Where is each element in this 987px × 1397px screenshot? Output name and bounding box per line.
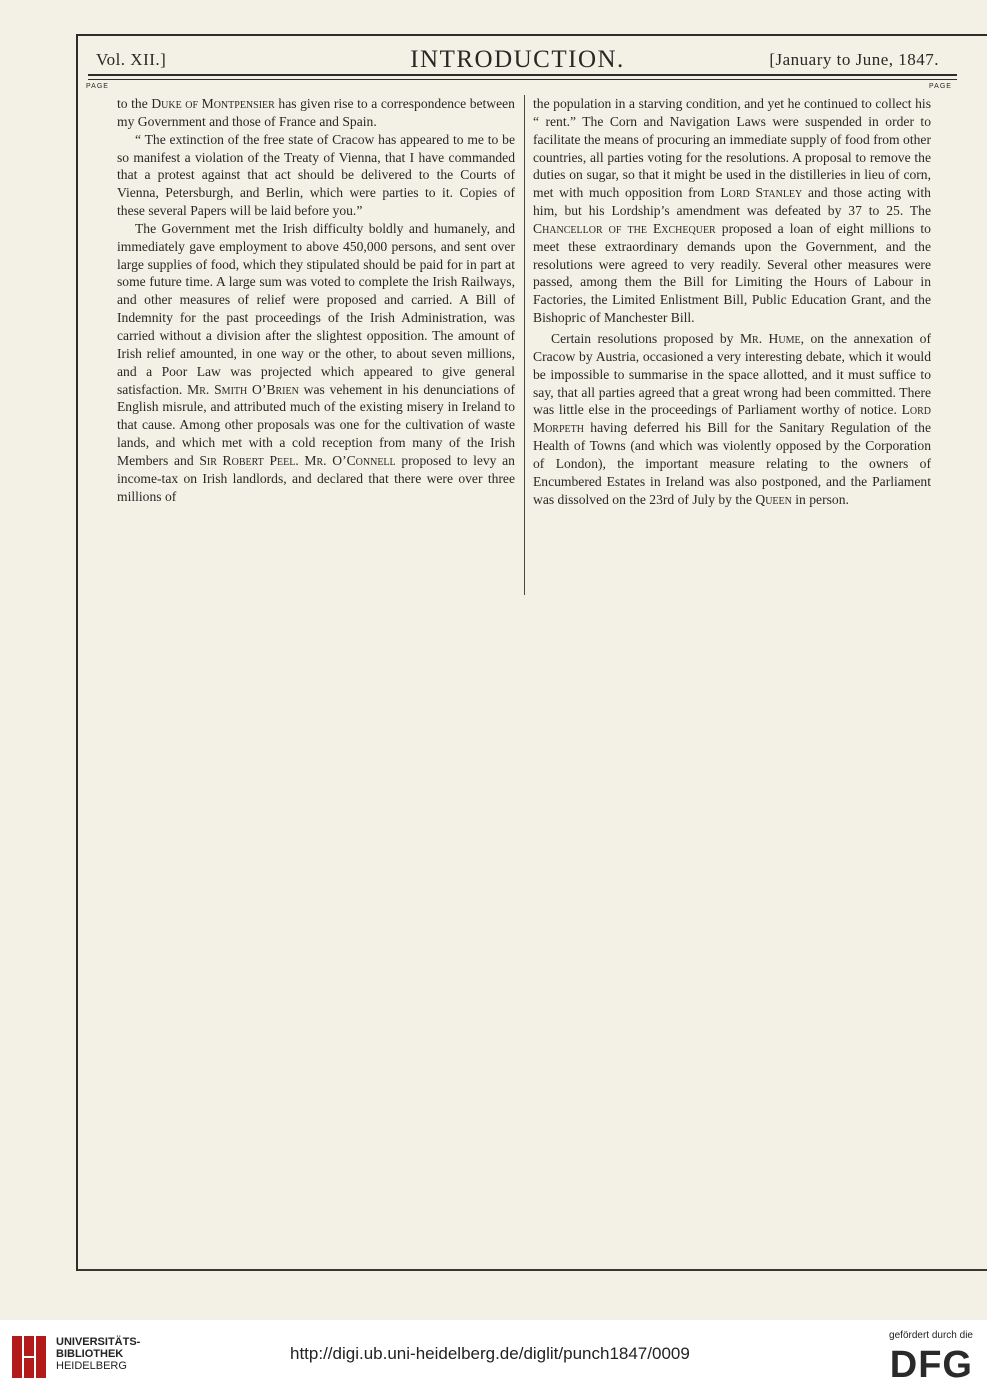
running-header (88, 46, 947, 72)
small-caps-name: Mr. Hume (739, 330, 801, 346)
university-logo-icon (10, 1334, 50, 1380)
column-divider (524, 95, 525, 595)
frame-left-line (76, 34, 78, 1271)
text-run: in person. (791, 491, 849, 507)
text-run: proposed a loan of eight millions to meet these extraordinary demands upon the Government, and the resolutions were agreed to very readily. Several other measures were passed, among them the Bill for Limiting the Hours of Labour in Factories, the Limited Enlistment Bill, Public Education Grant, and the Bishopric of Manchester Bill. (533, 220, 931, 326)
funding-text: gefördert durch die (889, 1330, 973, 1341)
small-caps-name: Queen (755, 491, 792, 507)
library-line-3: HEIDELBERG (56, 1360, 127, 1372)
page-title: INTRODUCTION. (410, 46, 625, 73)
page-label-right: PAGE (929, 83, 952, 90)
right-column (533, 95, 931, 508)
small-caps-name: Mr. Smith O’Brien (187, 381, 299, 397)
left-column (117, 95, 515, 505)
text-run: “ The extinction of the free state of Cracow has appeared to me to be so manifest a violation of the Treaty of Vienna, that I have commanded that a protest against that act should be delivered to the Courts of Vienna, Petersburgh, and Berlin, which were parties to it. Copies of these several Papers will be laid before you.” (117, 131, 515, 219)
text-run: to the (117, 96, 152, 111)
text-run: and those acting with him, but his Lordship’s amendment was defeated by 37 to 25. The (533, 185, 931, 219)
paragraph (117, 95, 515, 131)
text-run: has given rise to a correspondence between my Government and those of France and Spain. (117, 96, 515, 129)
text-run: proposed to levy an income-tax on Irish landlords, and declared that there were over three millions of (117, 452, 515, 504)
paragraph (533, 330, 931, 508)
library-line-1: UNIVERSITÄTS- (56, 1336, 141, 1348)
small-caps-name: Duke of Montpensier (151, 96, 275, 111)
date-range: [January to June, 1847. (769, 50, 939, 69)
text-run: Certain resolutions proposed by (551, 330, 740, 346)
small-caps-name: Chancellor of the Exchequer (533, 220, 716, 236)
text-run: the population in a starving condition, and yet he continued to collect his “ rent.” The Corn and Navigation Laws were suspended in order to facilitate the means of procuring an immediate supply of food from other countries, all parties voting for the resolutions. A proposal to remove the duties on sugar, so that it might be used in the distilleries in lieu of corn, met with much opposition from (533, 96, 931, 201)
volume-label: Vol. XII.] (96, 50, 167, 69)
header-rule-thin (88, 79, 957, 80)
paragraph (117, 131, 515, 220)
text-run: was vehement in his denunciations of English misrule, and attributed much of the existing misery in Ireland to that cause. Among other proposals was one for the cultivation of waste lands, and which met with a cold reception from many of the Irish Members and (117, 381, 515, 468)
source-url-link[interactable]: http://digi.ub.uni-heidelberg.de/diglit/punch1847/0009 (290, 1344, 690, 1363)
frame-bottom-line (78, 1269, 987, 1271)
text-run: , on the annexation of Cracow by Austria, occasioned a very interesting debate, which it would be impossible to summarise in the space allotted, and it must suffice to say, that all parties agreed that a great wrong had been committed. There was little else in the proceedings of Parliament worthy of notice. (533, 330, 931, 418)
library-line-2: BIBLIOTHEK (56, 1348, 124, 1360)
small-caps-name: Lord Stanley (720, 185, 803, 201)
text-run: having deferred his Bill for the Sanitary Regulation of the Health of Towns (and which was violently opposed by the Corporation of London), the important measure relating to the owners of Encumbered Estates in Ireland was also postponed, and the Parliament was dissolved on the 23rd of July by the (533, 420, 931, 507)
library-name (56, 1336, 140, 1372)
small-caps-name: Sir Robert Peel. (199, 452, 299, 468)
frame-top-line (76, 34, 987, 36)
digitization-footer (0, 1320, 987, 1397)
text-run: The Government met the Irish difficulty boldly and humanely, and immediately gave employment to above 450,000 persons, and sent over large supplies of food, which they stipulated should be paid for in part at some future time. A large sum was voted to complete the Irish Railways, and other measures of relief were proposed and carried. A Bill of Indemnity for the past proceedings of the Irish Administration, was carried without a division after the slightest opposition. The amount of Irish relief amounted, in one way or the other, to about seven millions, and a Poor Law was projected which appeared to give general satisfaction. (117, 220, 515, 397)
paragraph (117, 220, 515, 506)
header-rule-thick (88, 74, 957, 76)
page-label-left: PAGE (86, 83, 109, 90)
small-caps-name: Mr. O’Connell (304, 452, 396, 468)
dfg-logo: DFG (889, 1344, 973, 1386)
small-caps-name: Lord Morpeth (533, 402, 931, 436)
paragraph (533, 95, 931, 327)
